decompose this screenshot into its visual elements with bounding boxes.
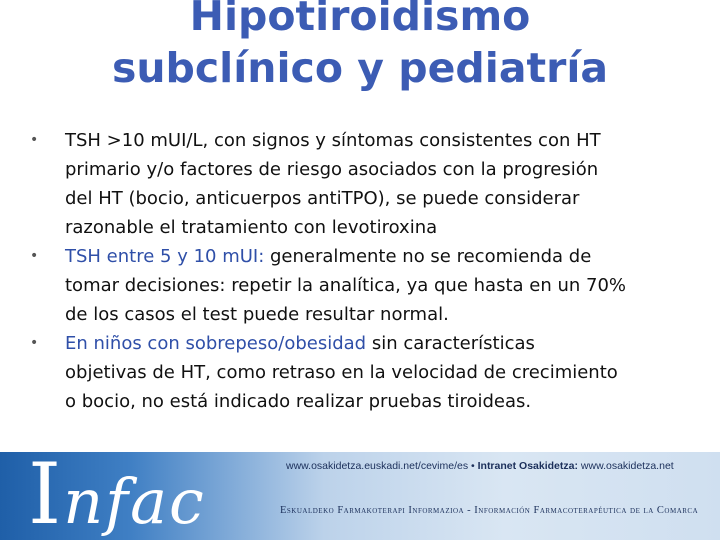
bullet-1-line-3: del HT (bocio, anticuerpos antiTPO), se puede considerar <box>65 188 580 209</box>
logo-rest: nfac <box>63 465 206 538</box>
logo-initial: I <box>28 445 64 543</box>
bullet-2-highlight: TSH entre 5 y 10 mUI: <box>65 246 265 267</box>
separator-dot: • <box>468 460 478 472</box>
slide-title-line-2: subclínico y pediatría <box>111 44 609 92</box>
bullet-1-line-4: razonable el tratamiento con levotiroxina <box>65 217 438 238</box>
slide-title <box>0 0 720 94</box>
footer-caption: Eskualdeko Farmakoterapi Informazioa - Información Farmacoterapéutica de la Comarca <box>280 505 699 516</box>
bullet-3-line-1: sin características <box>366 333 535 354</box>
bullet-list <box>30 126 690 416</box>
bullet-3-line-3: o bocio, no está indicado realizar pruebas tiroideas. <box>65 391 532 412</box>
footer-banner <box>0 445 720 543</box>
bullet-1-line-1: TSH >10 mUI/L, con signos y síntomas consistentes con HT <box>65 130 601 151</box>
intranet-label: Intranet Osakidetza: <box>477 460 578 472</box>
bullet-item-1 <box>30 126 690 242</box>
bullet-2-line-1: generalmente no se recomienda de <box>264 246 592 267</box>
footer-urls <box>286 460 706 472</box>
bullet-2-line-3: de los casos el test puede resultar normal. <box>65 304 449 325</box>
bullet-3-highlight: En niños con sobrepeso/obesidad <box>65 333 367 354</box>
bullet-dot-icon: • <box>30 248 39 264</box>
bullet-1-line-2: primario y/o factores de riesgo asociados con la progresión <box>65 159 599 180</box>
bullet-dot-icon: • <box>30 335 39 351</box>
bullet-dot-icon: • <box>30 132 39 148</box>
osakidetza-link[interactable]: www.osakidetza.net <box>577 460 674 472</box>
bullet-item-2 <box>30 242 690 329</box>
bullet-item-3 <box>30 329 690 416</box>
slide-title-line-1: Hipotiroidismo <box>189 0 531 40</box>
infac-logo <box>28 445 206 543</box>
bullet-2-line-2: tomar decisiones: repetir la analítica, ya que hasta en un 70% <box>65 275 627 296</box>
bullet-3-line-2: objetivas de HT, como retraso en la velocidad de crecimiento <box>65 362 618 383</box>
cevime-link[interactable]: www.osakidetza.euskadi.net/cevime/es <box>286 460 469 472</box>
